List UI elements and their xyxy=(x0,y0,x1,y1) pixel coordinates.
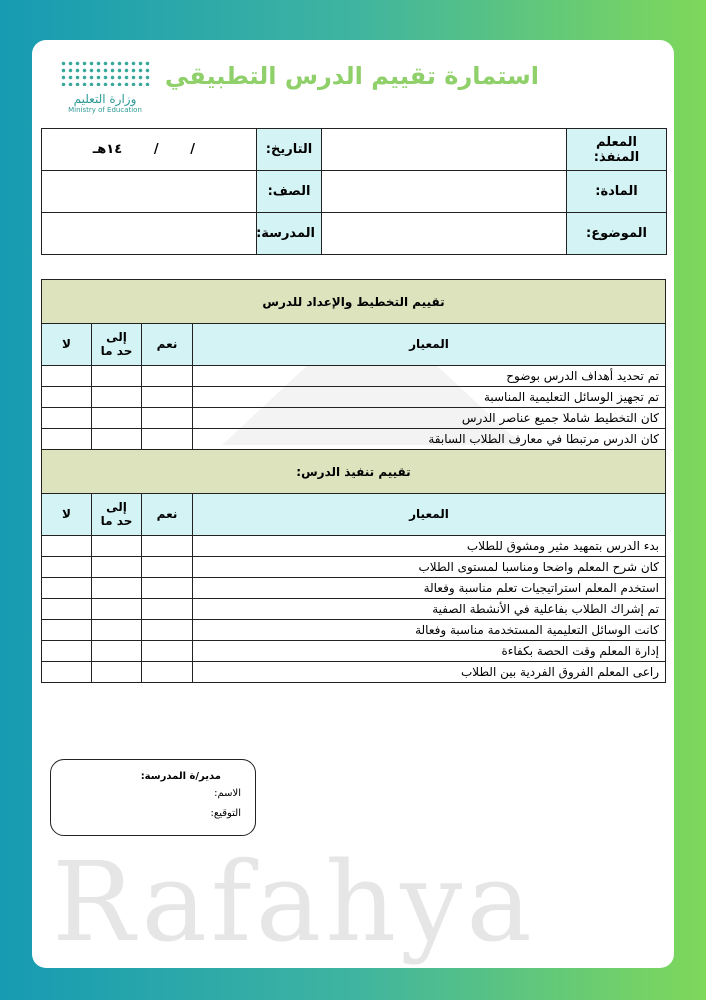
yes-cell[interactable] xyxy=(142,578,193,599)
criterion-text: استخدم المعلم استراتيجيات تعلم مناسبة وفعالة xyxy=(193,578,666,599)
no-cell[interactable] xyxy=(42,557,92,578)
subject-field[interactable] xyxy=(322,171,567,213)
evaluation-table xyxy=(41,279,666,683)
table-row xyxy=(42,599,666,620)
partly-cell[interactable] xyxy=(92,536,142,557)
table-row xyxy=(42,429,666,450)
logo-arabic: وزارة التعليم xyxy=(73,92,137,106)
no-header: لا xyxy=(42,324,92,366)
yes-cell[interactable] xyxy=(142,366,193,387)
no-cell[interactable] xyxy=(42,429,92,450)
partly-header: إلى حد ما xyxy=(92,494,142,536)
table-row xyxy=(42,641,666,662)
no-cell[interactable] xyxy=(42,662,92,683)
criterion-header: المعيار xyxy=(193,324,666,366)
criterion-text: إدارة المعلم وقت الحصة بكفاءة xyxy=(193,641,666,662)
no-cell[interactable] xyxy=(42,408,92,429)
topic-label: الموضوع: xyxy=(567,213,667,255)
partly-cell[interactable] xyxy=(92,620,142,641)
table-row xyxy=(42,662,666,683)
logo-dots-icon xyxy=(60,60,150,86)
logo-english: Ministry of Education xyxy=(68,106,142,114)
principal-signature-box xyxy=(50,759,256,836)
yes-cell[interactable] xyxy=(142,557,193,578)
yes-cell[interactable] xyxy=(142,387,193,408)
table-row xyxy=(42,387,666,408)
criterion-text: كان التخطيط شاملا جميع عناصر الدرس xyxy=(193,408,666,429)
teacher-label: المعلم المنفذ: xyxy=(567,129,667,171)
criterion-text: راعى المعلم الفروق الفردية بين الطلاب xyxy=(193,662,666,683)
subject-label: المادة: xyxy=(567,171,667,213)
criterion-text: كان الدرس مرتبطا في معارف الطلاب السابقة xyxy=(193,429,666,450)
yes-cell[interactable] xyxy=(142,536,193,557)
table-row xyxy=(42,578,666,599)
partly-cell[interactable] xyxy=(92,429,142,450)
no-cell[interactable] xyxy=(42,536,92,557)
criterion-text: تم إشراك الطلاب بفاعلية في الأنشطة الصفية xyxy=(193,599,666,620)
yes-cell[interactable] xyxy=(142,641,193,662)
page-title: استمارة تقييم الدرس التطبيقي xyxy=(164,62,539,90)
school-field[interactable] xyxy=(42,213,257,255)
partly-cell[interactable] xyxy=(92,408,142,429)
no-cell[interactable] xyxy=(42,641,92,662)
no-cell[interactable] xyxy=(42,599,92,620)
partly-cell[interactable] xyxy=(92,578,142,599)
no-cell[interactable] xyxy=(42,366,92,387)
partly-header: إلى حد ما xyxy=(92,324,142,366)
partly-cell[interactable] xyxy=(92,557,142,578)
topic-field[interactable] xyxy=(322,213,567,255)
yes-cell[interactable] xyxy=(142,620,193,641)
partly-cell[interactable] xyxy=(92,387,142,408)
no-cell[interactable] xyxy=(42,620,92,641)
criterion-text: كانت الوسائل التعليمية المستخدمة مناسبة وفعالة xyxy=(193,620,666,641)
criterion-text: كان شرح المعلم واضحا ومناسبا لمستوى الطلاب xyxy=(193,557,666,578)
section-title: تقييم التخطيط والإعداد للدرس xyxy=(42,280,666,324)
yes-header: نعم xyxy=(142,324,193,366)
teacher-field[interactable] xyxy=(322,129,567,171)
name-label: الاسم: xyxy=(214,788,241,799)
info-table xyxy=(41,128,667,255)
column-header-row xyxy=(42,324,666,366)
criterion-header: المعيار xyxy=(193,494,666,536)
partly-cell[interactable] xyxy=(92,366,142,387)
principal-title: مدير/ة المدرسة: xyxy=(140,771,221,782)
form-page xyxy=(32,40,674,968)
class-label: الصف: xyxy=(257,171,322,213)
no-cell[interactable] xyxy=(42,578,92,599)
date-value: / / ١٤هـ xyxy=(92,142,195,157)
section-title: تقييم تنفيذ الدرس: xyxy=(42,450,666,494)
table-row xyxy=(42,536,666,557)
table-row xyxy=(42,557,666,578)
criterion-text: بدء الدرس بتمهيد مثير ومشوق للطلاب xyxy=(193,536,666,557)
signature-label: التوقيع: xyxy=(210,808,241,819)
yes-header: نعم xyxy=(142,494,193,536)
section-header xyxy=(42,280,666,324)
table-row xyxy=(42,620,666,641)
column-header-row xyxy=(42,494,666,536)
watermark-text: Rafahya xyxy=(52,838,536,966)
date-field[interactable] xyxy=(42,129,257,171)
partly-cell[interactable] xyxy=(92,662,142,683)
yes-cell[interactable] xyxy=(142,599,193,620)
no-header: لا xyxy=(42,494,92,536)
table-row xyxy=(42,366,666,387)
criterion-text: تم تجهيز الوسائل التعليمية المناسبة xyxy=(193,387,666,408)
partly-cell[interactable] xyxy=(92,599,142,620)
yes-cell[interactable] xyxy=(142,429,193,450)
school-label: المدرسة: xyxy=(257,213,322,255)
criterion-text: تم تحديد أهداف الدرس بوضوح xyxy=(193,366,666,387)
ministry-logo xyxy=(60,60,150,114)
no-cell[interactable] xyxy=(42,387,92,408)
yes-cell[interactable] xyxy=(142,662,193,683)
table-row xyxy=(42,408,666,429)
class-field[interactable] xyxy=(42,171,257,213)
yes-cell[interactable] xyxy=(142,408,193,429)
partly-cell[interactable] xyxy=(92,641,142,662)
date-label: التاريخ: xyxy=(257,129,322,171)
section-header xyxy=(42,450,666,494)
